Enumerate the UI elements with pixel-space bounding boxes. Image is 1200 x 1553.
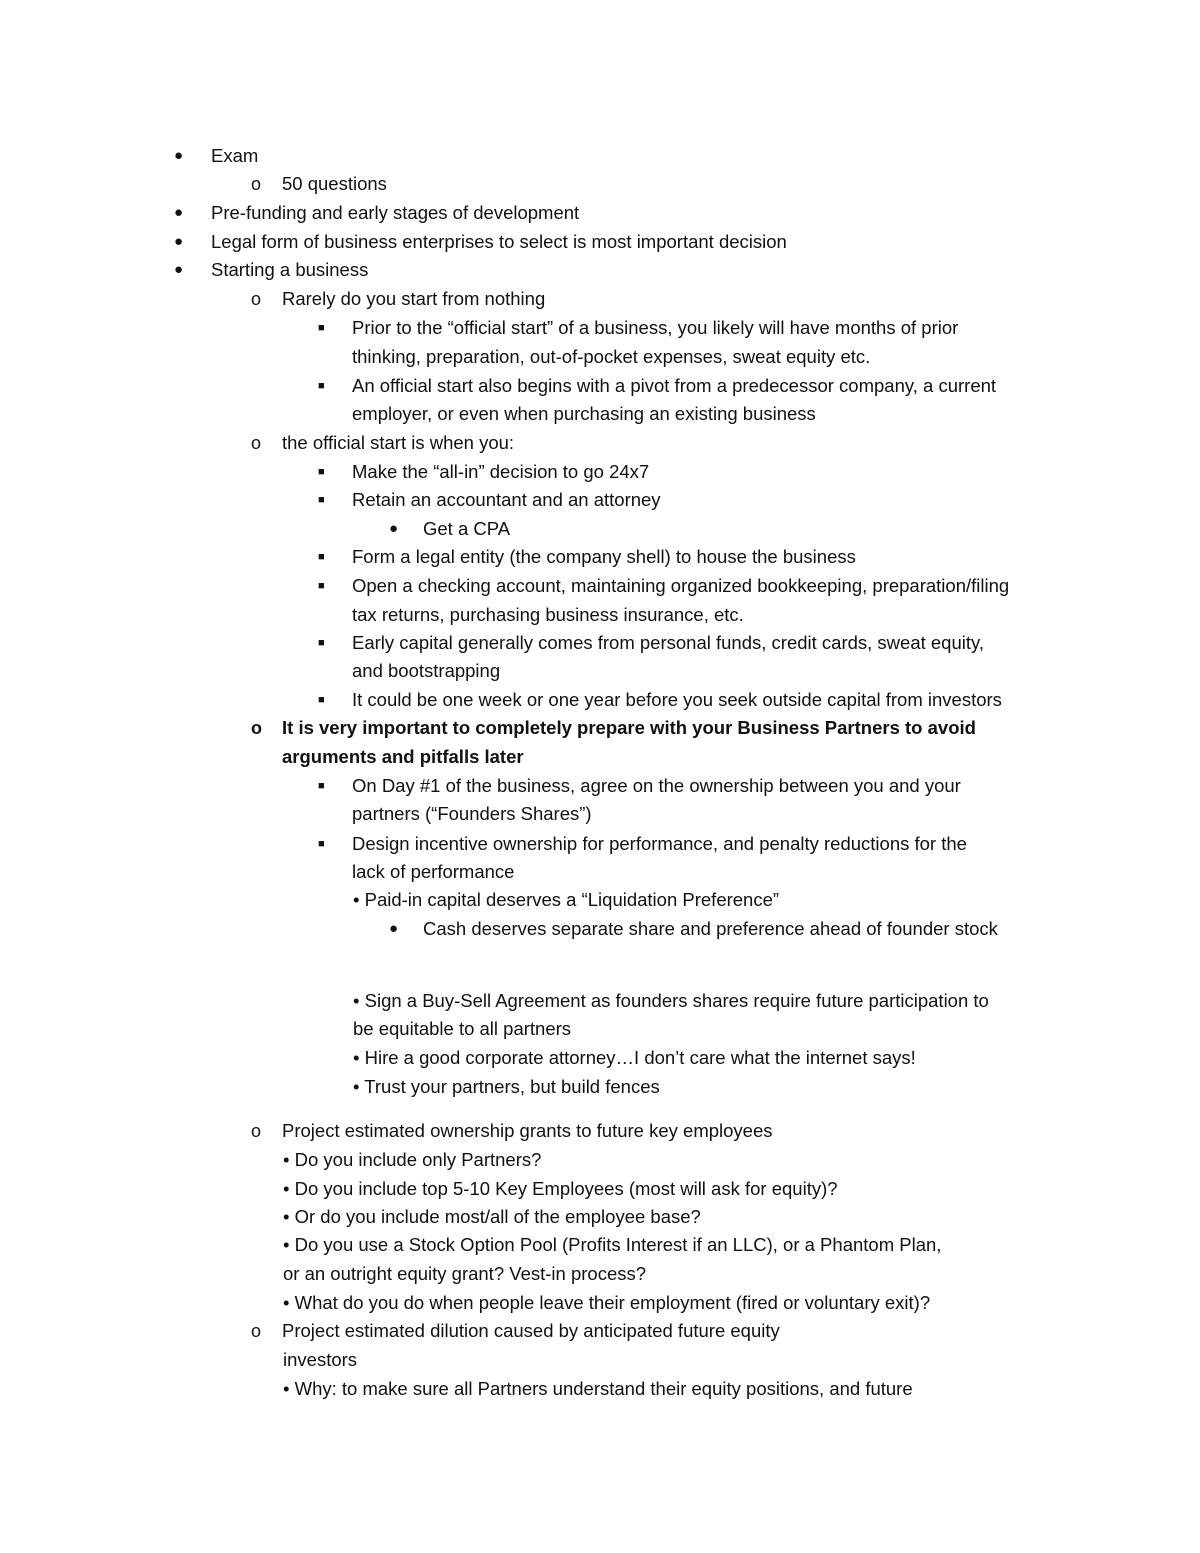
list-item: • Sign a Buy-Sell Agreement as founders shares require future participation to	[353, 990, 989, 1011]
list-item-continuation: and bootstrapping	[352, 660, 501, 681]
bullet-square-icon: ■	[318, 466, 325, 478]
list-item: • Hire a good corporate attorney…I don’t care what the internet says!	[353, 1047, 916, 1068]
bullet-square-icon: ■	[318, 580, 325, 592]
bullet-square-icon: ■	[318, 694, 325, 706]
list-item: ● Exam	[174, 145, 259, 166]
bullet-disc-icon: ●	[389, 920, 399, 937]
bullet-square-icon: ■	[318, 380, 325, 392]
list-item: o 50 questions	[251, 173, 387, 194]
bullet-disc-icon: ●	[174, 261, 184, 278]
bullet-circle-icon: o	[251, 1121, 262, 1141]
bullet-circle-icon: o	[251, 289, 262, 309]
list-item-continuation: or an outright equity grant? Vest-in process?	[283, 1263, 647, 1284]
list-item: ■ Design incentive ownership for performance, and penalty reductions for the	[318, 833, 967, 854]
list-item: o Project estimated dilution caused by anticipated future equity	[251, 1320, 780, 1341]
bullet-square-icon: ■	[318, 551, 325, 563]
list-item: o Rarely do you start from nothing	[251, 288, 546, 309]
list-item: ● Pre-funding and early stages of development	[174, 202, 580, 223]
list-item: ■ On Day #1 of the business, agree on the ownership between you and your	[318, 775, 961, 796]
bullet-circle-icon: o	[251, 433, 262, 453]
list-item: • Or do you include most/all of the employee base?	[283, 1206, 701, 1227]
list-item: ■ It could be one week or one year before you seek outside capital from investors	[318, 689, 1002, 710]
list-item: ■ Form a legal entity (the company shell) to house the business	[318, 546, 856, 567]
list-item: ● Get a CPA	[389, 518, 511, 539]
list-item: • Paid-in capital deserves a “Liquidation Preference”	[353, 889, 780, 910]
bullet-circle-icon: o	[251, 174, 262, 194]
bullet-square-icon: ■	[318, 637, 325, 649]
bullet-disc-icon: ●	[174, 233, 184, 250]
bullet-square-icon: ■	[318, 322, 325, 334]
list-item: ■ Open a checking account, maintaining organized bookkeeping, preparation/filing	[318, 575, 1010, 596]
list-item-continuation: thinking, preparation, out-of-pocket expenses, sweat equity etc.	[352, 346, 871, 367]
list-item: ■ An official start also begins with a pivot from a predecessor company, a current	[318, 375, 997, 396]
list-item: o the official start is when you:	[251, 432, 515, 453]
bullet-square-icon: ■	[318, 780, 325, 792]
list-item: • Trust your partners, but build fences	[353, 1076, 660, 1097]
list-item: • Why: to make sure all Partners understand their equity positions, and future	[283, 1378, 913, 1399]
list-item: • Do you include only Partners?	[283, 1149, 542, 1170]
bullet-disc-icon: ●	[174, 147, 184, 164]
list-item-continuation: arguments and pitfalls later	[282, 746, 524, 767]
list-item: • Do you use a Stock Option Pool (Profits Interest if an LLC), or a Phantom Plan,	[283, 1234, 942, 1255]
list-item-continuation: tax returns, purchasing business insurance, etc.	[352, 604, 744, 625]
list-item: ● Legal form of business enterprises to select is most important decision	[174, 231, 787, 252]
list-item-continuation: employer, or even when purchasing an existing business	[352, 403, 816, 424]
list-item-bold: o It is very important to completely prepare with your Business Partners to avoid	[251, 717, 976, 738]
list-item-continuation: investors	[283, 1349, 358, 1370]
list-item-continuation: partners (“Founders Shares”)	[352, 803, 592, 824]
list-item: o Project estimated ownership grants to future key employees	[251, 1120, 773, 1141]
list-item: • Do you include top 5-10 Key Employees (most will ask for equity)?	[283, 1178, 838, 1199]
list-item: ● Cash deserves separate share and preference ahead of founder stock	[389, 918, 998, 939]
list-item: ■ Retain an accountant and an attorney	[318, 489, 661, 510]
bullet-circle-icon: o	[251, 1321, 262, 1341]
bullet-square-icon: ■	[318, 494, 325, 506]
list-item: • What do you do when people leave their employment (fired or voluntary exit)?	[283, 1292, 931, 1313]
list-item: ● Starting a business	[174, 259, 369, 280]
list-item-continuation: be equitable to all partners	[353, 1018, 572, 1039]
list-item: ■ Early capital generally comes from personal funds, credit cards, sweat equity,	[318, 632, 985, 653]
bullet-circle-icon: o	[251, 718, 262, 738]
bullet-disc-icon: ●	[389, 520, 399, 537]
list-item-continuation: lack of performance	[352, 861, 515, 882]
list-item: ■ Make the “all-in” decision to go 24x7	[318, 461, 650, 482]
bullet-square-icon: ■	[318, 838, 325, 850]
bullet-disc-icon: ●	[174, 204, 184, 221]
list-item: ■ Prior to the “official start” of a business, you likely will have months of prior	[318, 317, 959, 338]
